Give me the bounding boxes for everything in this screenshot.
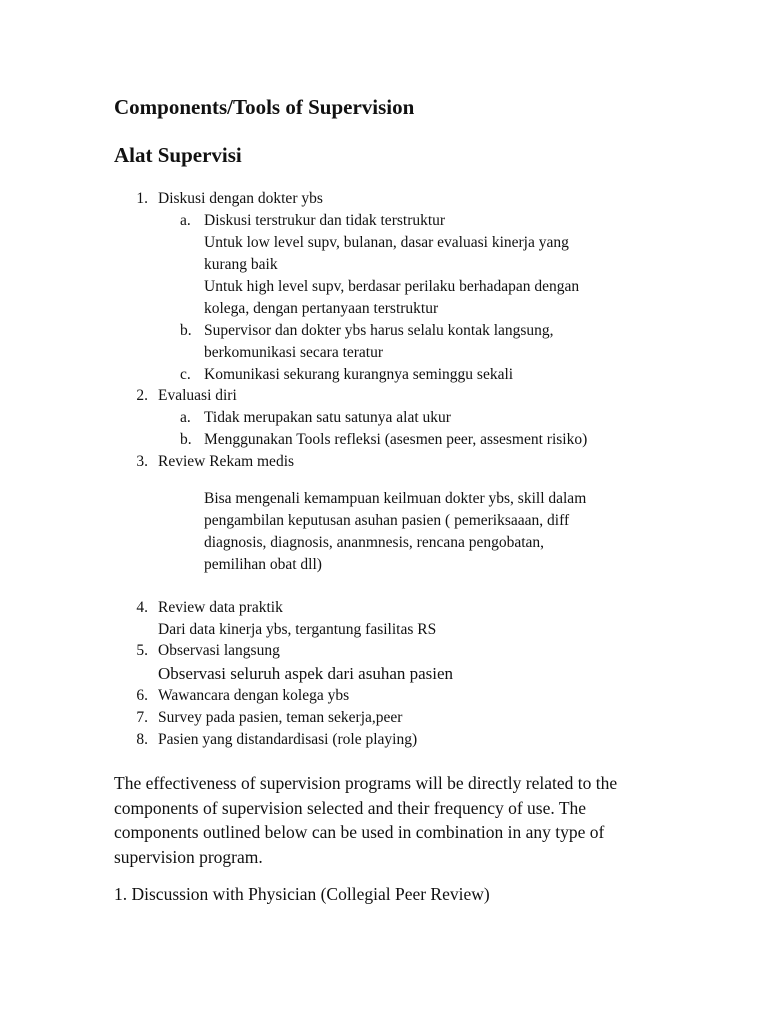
list-item-text: Review Rekam medis (158, 453, 295, 470)
sublist-line: kurang baik (204, 256, 278, 273)
list-number: 2. (136, 387, 148, 404)
sublist-line: berkomunikasi secara teratur (204, 344, 384, 361)
list-number: 7. (136, 709, 148, 726)
list-item-text: Review data praktik (158, 599, 283, 616)
list-item-continuation: Observasi seluruh aspek dari asuhan pasien (158, 664, 454, 683)
note-line: pengambilan keputusan asuhan pasien ( pemeriksaaan, diff (204, 512, 570, 529)
list-item-continuation: Dari data kinerja ybs, tergantung fasilitas RS (158, 621, 437, 638)
list-number: 1. (136, 190, 148, 207)
sublist-line: Untuk high level supv, berdasar perilaku berhadapan dengan (204, 278, 580, 295)
sublist-line: Supervisor dan dokter ybs harus selalu kontak langsung, (204, 322, 554, 339)
note-line: pemilihan obat dll) (204, 556, 322, 573)
sublist-letter: a. (180, 212, 191, 229)
sublist-letter: c. (180, 366, 191, 383)
page-title: Components/Tools of Supervision (114, 95, 415, 119)
note-line: Bisa mengenali kemampuan keilmuan dokter ybs, skill dalam (204, 490, 587, 507)
sublist-line: Komunikasi sekurang kurangnya seminggu sekali (204, 366, 514, 383)
list-number: 3. (136, 453, 148, 470)
list-item-text: Diskusi dengan dokter ybs (158, 190, 323, 207)
sublist-line: Untuk low level supv, bulanan, dasar evaluasi kinerja yang (204, 234, 569, 251)
note-line: diagnosis, diagnosis, ananmnesis, rencana pengobatan, (204, 534, 545, 551)
sublist-line: kolega, dengan pertanyaan terstruktur (204, 300, 439, 317)
list-item-text: Pasien yang distandardisasi (role playing) (158, 731, 418, 748)
sublist-letter: b. (180, 431, 192, 448)
sublist-letter: b. (180, 322, 192, 339)
sublist-line: Menggunakan Tools refleksi (asesmen peer, assesment risiko) (204, 431, 588, 448)
section-heading: 1. Discussion with Physician (Collegial Peer Review) (114, 884, 490, 904)
list-number: 4. (136, 599, 148, 616)
list-number: 5. (136, 642, 148, 659)
sublist-letter: a. (180, 409, 191, 426)
body-paragraph: The effectiveness of supervision programs will be directly related to the components of supervision selected and their frequency of use. The components outlined below can be used in combination in any type of supervision program. (114, 773, 618, 867)
list-item-text: Observasi langsung (158, 642, 280, 659)
list-number: 6. (136, 687, 148, 704)
sublist-line: Tidak merupakan satu satunya alat ukur (204, 409, 451, 426)
list-number: 8. (136, 731, 148, 748)
list-item-text: Evaluasi diri (158, 387, 237, 404)
sublist-line: Diskusi terstrukur dan tidak terstruktur (204, 212, 446, 229)
page-subtitle: Alat Supervisi (114, 143, 242, 167)
list-item-text: Wawancara dengan kolega ybs (158, 687, 350, 704)
list-item-text: Survey pada pasien, teman sekerja,peer (158, 709, 403, 726)
